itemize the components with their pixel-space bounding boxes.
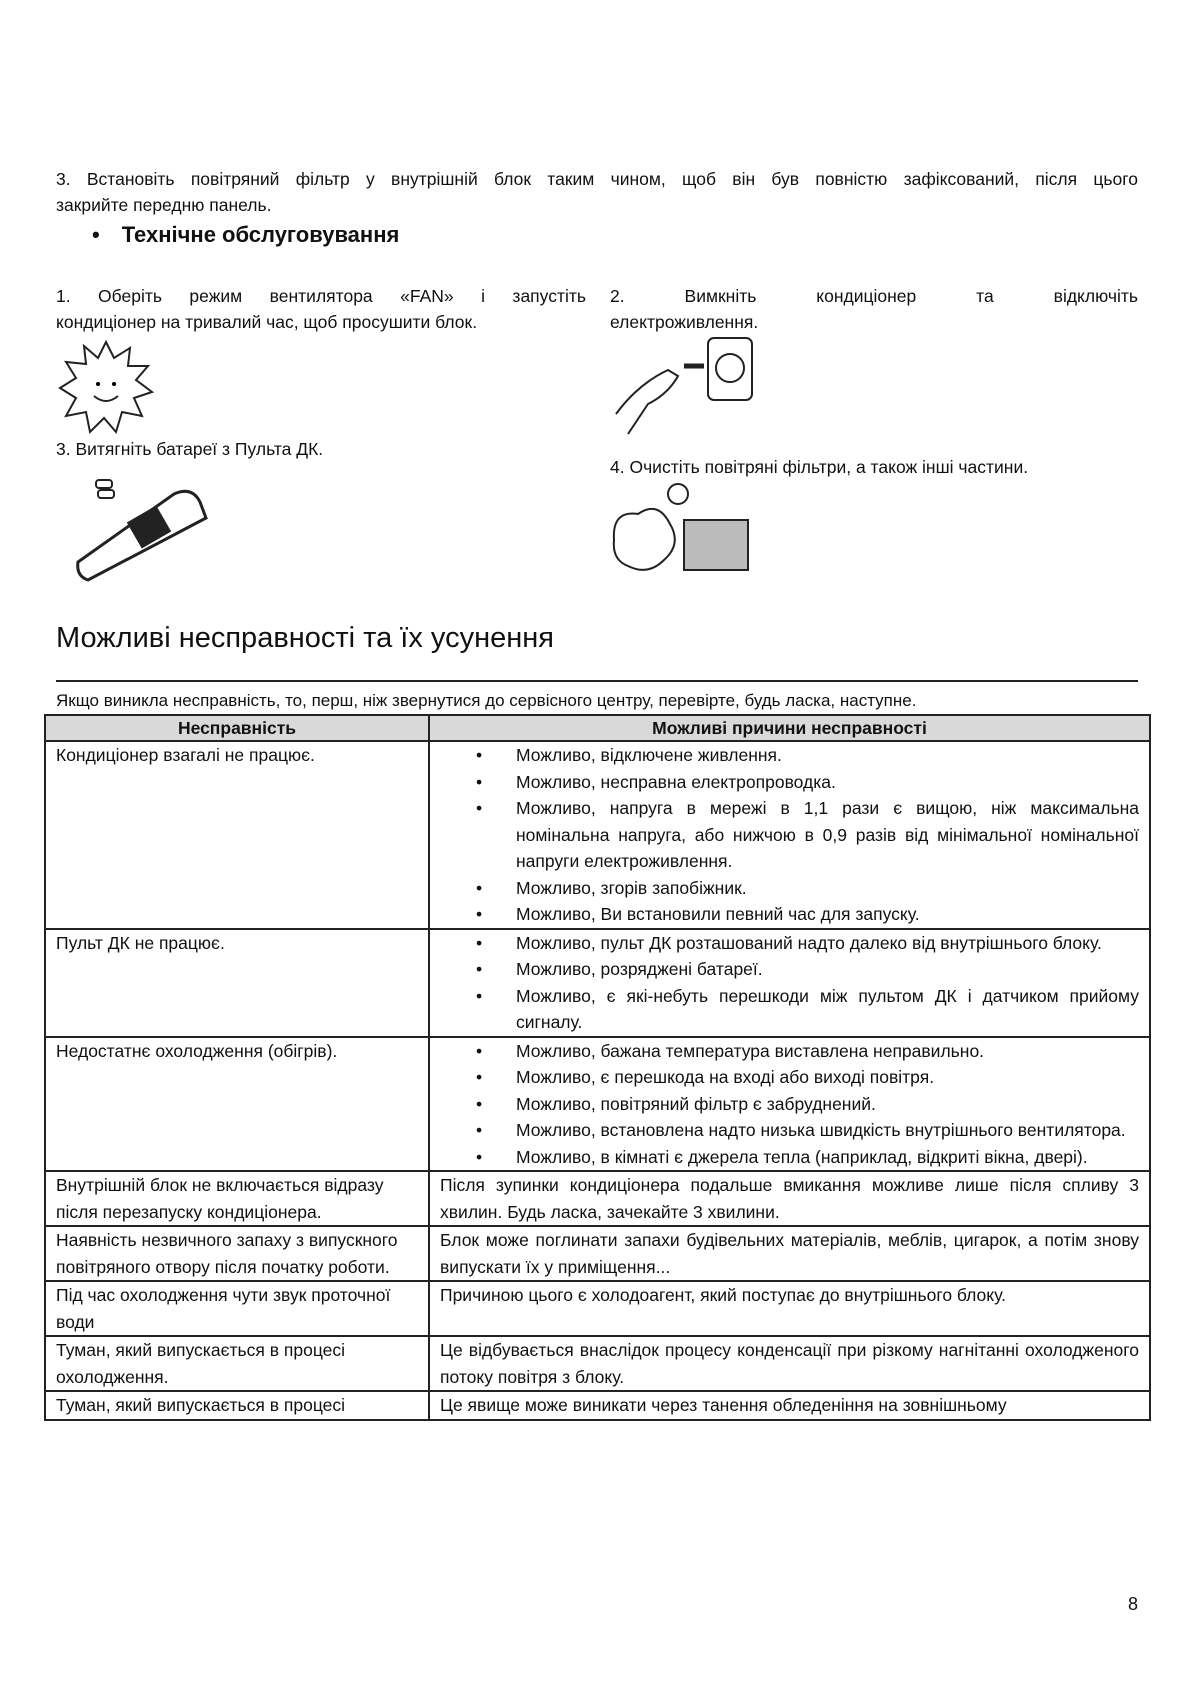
troubleshooting-table <box>44 714 1151 1421</box>
cause-item: • Можливо, бажана температура виставлена неправильно. <box>476 1038 1139 1065</box>
intro-line-1: 3. Встановіть повітряний фільтр у внутрішній блок таким чином, щоб він був повністю зафіксований, після цього <box>56 169 1138 189</box>
step-2-line-1: 2. Вимкніть кондиціонер та відключіть <box>610 286 1138 306</box>
problem-cell: Недостатнє охолодження (обігрів). <box>45 1037 429 1172</box>
table-row <box>45 1037 1150 1172</box>
problem-cell: Туман, який випускається в процесі охолодження. <box>45 1336 429 1391</box>
table-row <box>45 1336 1150 1391</box>
cause-item: • Можливо, є які-небуть перешкоди між пультом ДК і датчиком прийому сигналу. <box>476 983 1139 1036</box>
table-row <box>45 741 1150 929</box>
header-problem: Несправність <box>45 715 429 741</box>
cause-item: • Можливо, пульт ДК розташований надто далеко від внутрішнього блоку. <box>476 930 1139 957</box>
cause-cell: Причиною цього є холодоагент, який поступає до внутрішнього блоку. <box>429 1281 1150 1336</box>
cleaning-parts-icon <box>608 480 758 580</box>
table-row <box>45 1171 1150 1226</box>
cause-item: • Можливо, відключене живлення. <box>476 742 1139 769</box>
step-2-line-2: електроживлення. <box>610 312 759 332</box>
troubleshooting-intro: Якщо виникла несправність, то, перш, ніж звернутися до сервісного центру, перевірте, будь ласка, наступне. <box>56 691 917 710</box>
cause-item: • Можливо, Ви встановили певний час для запуску. <box>476 901 1139 928</box>
problem-cell: Туман, який випускається в процесі <box>45 1391 429 1420</box>
unplug-icon <box>608 334 758 444</box>
cause-cell <box>429 929 1150 1037</box>
header-causes: Можливі причини несправності <box>429 715 1150 741</box>
page-number: 8 <box>1128 1594 1139 1614</box>
cause-cell: Блок може поглинати запахи будівельних матеріалів, меблів, цигарок, а потім знову випускати їх у приміщення... <box>429 1226 1150 1281</box>
cause-cell <box>429 741 1150 929</box>
table-row <box>45 1391 1150 1420</box>
cause-cell: Це відбувається внаслідок процесу конденсації при різкому нагнітанні охолодженого потоку повітря з блоку. <box>429 1336 1150 1391</box>
step-4: 4. Очистіть повітряні фільтри, а також інші частини. <box>610 457 1029 477</box>
cause-item: • Можливо, згорів запобіжник. <box>476 875 1139 902</box>
cause-cell: Це явище може виникати через танення обледеніння на зовнішньому <box>429 1391 1150 1420</box>
cause-cell: Після зупинки кондиціонера подальше вмикання можливе лише після спливу 3 хвилин. Будь ласка, зачекайте 3 хвилини. <box>429 1171 1150 1226</box>
sun-icon <box>56 338 156 438</box>
cause-cell <box>429 1037 1150 1172</box>
remote-control-icon <box>74 472 214 582</box>
problem-cell: Пульт ДК не працює. <box>45 929 429 1037</box>
troubleshooting-title: Можливі несправності та їх усунення <box>56 622 554 654</box>
maintenance-heading: • Технічне обслуговування <box>92 222 399 248</box>
problem-cell: Кондиціонер взагалі не працює. <box>45 741 429 929</box>
step-3: 3. Витягніть батареї з Пульта ДК. <box>56 439 324 459</box>
cause-item: • Можливо, несправна електропроводка. <box>476 769 1139 796</box>
cause-list <box>440 1038 1139 1171</box>
cause-item: • Можливо, встановлена надто низька швидкість внутрішнього вентилятора. <box>476 1117 1139 1144</box>
problem-cell: Наявність незвичного запаху з випускного повітряного отвору після початку роботи. <box>45 1226 429 1281</box>
title-divider <box>56 680 1138 682</box>
problem-cell: Внутрішній блок не включається відразу після перезапуску кондиціонера. <box>45 1171 429 1226</box>
cause-item: • Можливо, в кімнаті є джерела тепла (наприклад, відкриті вікна, двері). <box>476 1144 1139 1171</box>
step-1-line-2: кондиціонер на тривалий час, щоб просушити блок. <box>56 312 478 332</box>
cause-item: • Можливо, є перешкода на вході або виході повітря. <box>476 1064 1139 1091</box>
cause-list <box>440 742 1139 928</box>
step-1-line-1: 1. Оберіть режим вентилятора «FAN» і запустіть <box>56 286 586 306</box>
cause-item: • Можливо, розряджені батареї. <box>476 956 1139 983</box>
problem-cell: Під час охолодження чути звук проточної води <box>45 1281 429 1336</box>
cause-item: • Можливо, напруга в мережі в 1,1 рази є вищою, ніж максимальна номінальна напруга, або нижчою в 0,9 разів від мінімальної номінальної напруги електроживлення. <box>476 795 1139 875</box>
intro-line-2: закрийте передню панель. <box>56 195 272 215</box>
table-row <box>45 929 1150 1037</box>
table-row <box>45 1281 1150 1336</box>
cause-list <box>440 930 1139 1036</box>
table-row <box>45 1226 1150 1281</box>
cause-item: • Можливо, повітряний фільтр є забруднений. <box>476 1091 1139 1118</box>
